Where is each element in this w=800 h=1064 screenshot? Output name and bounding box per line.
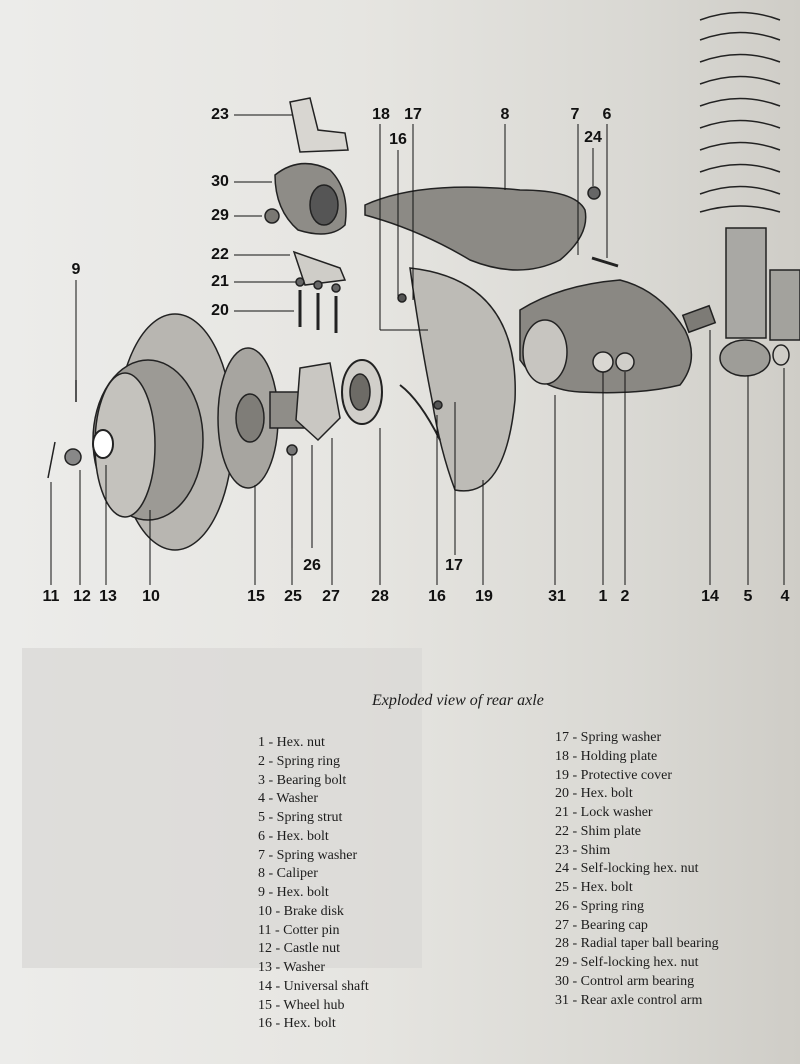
- callout-23: 23: [211, 106, 229, 123]
- strut-lower-eye: [720, 340, 770, 376]
- legend-item: 11 - Cotter pin: [258, 922, 340, 938]
- callout-28: 28: [371, 588, 389, 605]
- hex-nut-1: [593, 352, 613, 372]
- legend-item: 30 - Control arm bearing: [555, 973, 695, 989]
- hex-bolt-25: [287, 445, 297, 455]
- legend-item: 24 - Self-locking hex. nut: [555, 861, 699, 877]
- disk-center-washer: [93, 430, 113, 458]
- callout-17-top: 17: [404, 106, 422, 123]
- callout-20: 20: [211, 302, 229, 319]
- callout-10: 10: [142, 588, 160, 605]
- callout-14: 14: [701, 588, 719, 605]
- callout-31: 31: [548, 588, 566, 605]
- legend-item: 29 - Self-locking hex. nut: [555, 955, 699, 970]
- legend-item: 8 - Caliper: [258, 866, 318, 882]
- spring-strut-body: [726, 228, 766, 338]
- callout-2: 2: [620, 588, 630, 605]
- legend-item: 31 - Rear axle control arm: [555, 992, 703, 1008]
- callout-17-bottom: 17: [445, 557, 463, 574]
- callout-9: 9: [71, 261, 81, 278]
- callout-25: 25: [284, 588, 302, 605]
- legend-item: 18 - Holding plate: [555, 748, 658, 764]
- callout-12: 12: [73, 588, 91, 605]
- legend-item: 16 - Hex. bolt: [258, 1016, 336, 1032]
- figure-caption: Exploded view of rear axle: [372, 692, 544, 709]
- legend-item: 9 - Hex. bolt: [258, 885, 329, 900]
- legend-item: 13 - Washer: [258, 960, 326, 975]
- castle-nut: [65, 449, 81, 465]
- legend-item: 27 - Bearing cap: [555, 917, 648, 933]
- callout-27: 27: [322, 588, 340, 605]
- callout-21: 21: [211, 273, 229, 290]
- shim-23: [290, 98, 348, 152]
- callout-6: 6: [602, 106, 612, 123]
- legend-item: 26 - Spring ring: [555, 898, 645, 914]
- lock-washer-21: [296, 278, 304, 286]
- callout-19: 19: [475, 588, 493, 605]
- legend-item: 12 - Castle nut: [258, 941, 341, 957]
- hex-bolt-6: [592, 258, 618, 266]
- callout-24: 24: [584, 129, 602, 146]
- spring-ring-2: [616, 353, 634, 371]
- self-locking-nut-24: [588, 187, 600, 199]
- callout-16-bottom: 16: [428, 588, 446, 605]
- universal-shaft-14: [683, 306, 715, 332]
- legend-item: 23 - Shim: [555, 842, 611, 858]
- legend-item: 7 - Spring washer: [258, 847, 358, 863]
- legend-item: 21 - Lock washer: [555, 805, 653, 820]
- cotter-pin: [48, 442, 55, 478]
- callout-15: 15: [247, 588, 265, 605]
- legend-item: 14 - Universal shaft: [258, 978, 369, 994]
- legend-item: 2 - Spring ring: [258, 753, 341, 769]
- legend-item: 3 - Bearing bolt: [258, 772, 347, 788]
- callout-13: 13: [99, 588, 117, 605]
- callout-7: 7: [570, 106, 580, 123]
- washer-4: [773, 345, 789, 365]
- legend-item: 5 - Spring strut: [258, 810, 343, 825]
- callout-8: 8: [500, 106, 510, 123]
- callout-30: 30: [211, 173, 229, 190]
- legend-item: 4 - Washer: [258, 791, 319, 807]
- protective-cover: [410, 268, 515, 491]
- legend-item: 28 - Radial taper ball bearing: [555, 936, 719, 952]
- callout-4: 4: [780, 588, 790, 605]
- spring-strut-coil: [700, 13, 780, 213]
- legend-item: 20 - Hex. bolt: [555, 786, 633, 802]
- legend-item: 22 - Shim plate: [555, 823, 641, 839]
- legend-item: 19 - Protective cover: [555, 767, 673, 783]
- legend-item: 6 - Hex. bolt: [258, 828, 329, 844]
- callout-18: 18: [372, 106, 390, 123]
- callout-11: 11: [42, 588, 60, 605]
- callout-1: 1: [598, 588, 608, 605]
- legend-item: 15 - Wheel hub: [258, 997, 345, 1013]
- callout-26: 26: [303, 557, 321, 574]
- legend-item: 17 - Spring washer: [555, 730, 662, 745]
- callout-29: 29: [211, 207, 229, 224]
- callout-5: 5: [743, 588, 753, 605]
- legend-item: 10 - Brake disk: [258, 903, 344, 919]
- callout-22: 22: [211, 246, 229, 263]
- parts-legend-right: [555, 729, 719, 1010]
- self-locking-nut-29: [265, 209, 279, 223]
- legend-item: 25 - Hex. bolt: [555, 880, 633, 895]
- legend-item: 1 - Hex. nut: [258, 735, 325, 750]
- callout-16-top: 16: [389, 131, 407, 148]
- parts-legend-left: [258, 734, 369, 1034]
